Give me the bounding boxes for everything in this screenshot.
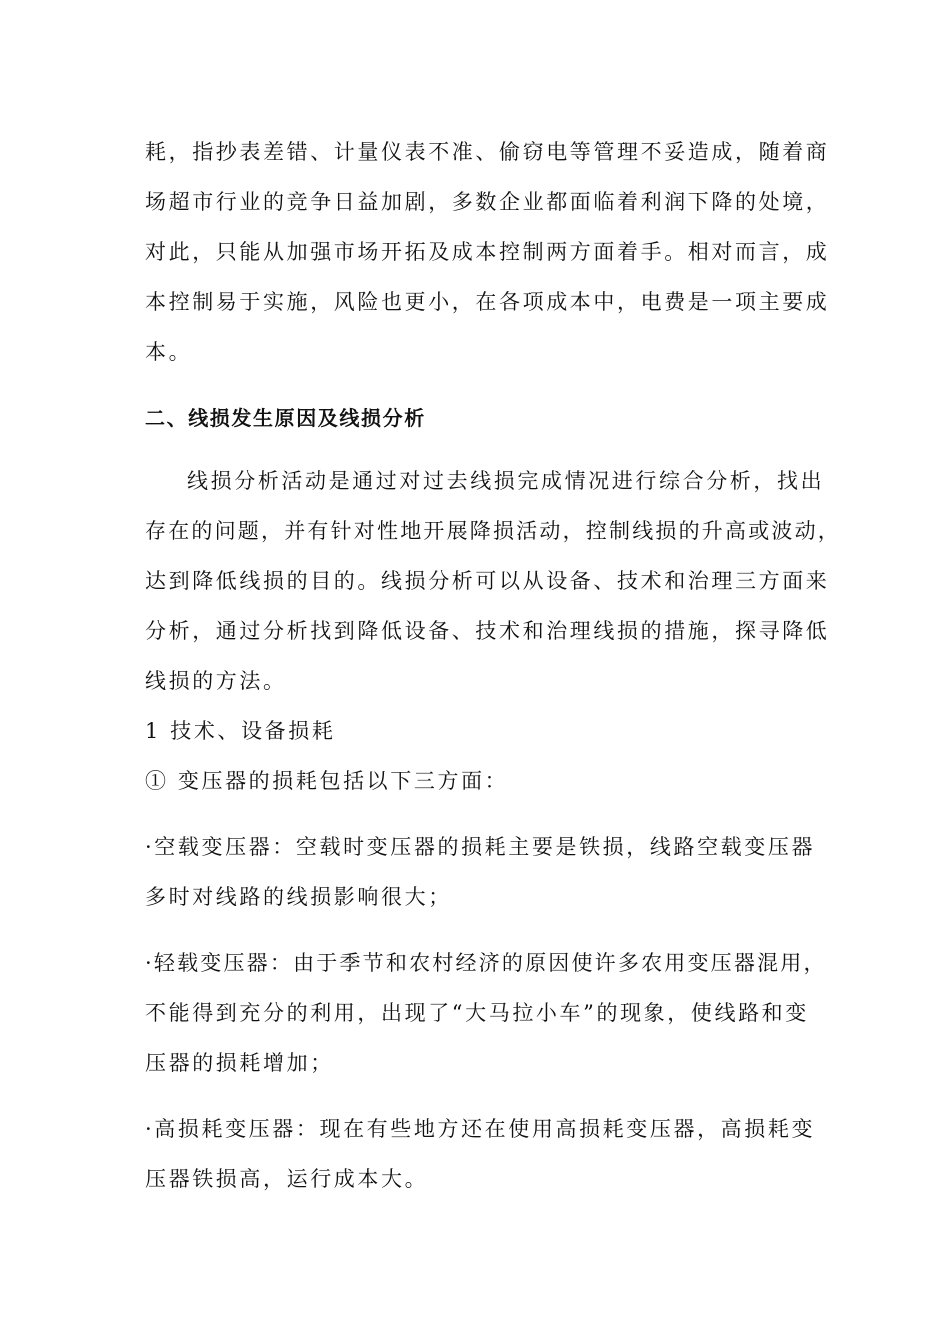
bullet-1-line-2: 多时对线路的线损影响很大； (145, 885, 452, 909)
bullet-1-line-1: ·空载变压器：空载时变压器的损耗主要是铁损，线路空载变压器 (145, 835, 816, 859)
paragraph-2-line-2: 存在的问题，并有针对性地开展降损活动，控制线损的升高或波动， (145, 519, 841, 543)
bullet-3-line-1: ·高损耗变压器：现在有些地方还在使用高损耗变压器，高损耗变 (145, 1117, 816, 1141)
paragraph-1-line-3: 对此，只能从加强市场开拓及成本控制两方面着手。相对而言，成 (145, 240, 830, 264)
bullet-2-line-2: 不能得到充分的利用，出现了“大马拉小车”的现象，使线路和变 (145, 1001, 809, 1025)
paragraph-2-line-4: 分析，通过分析找到降低设备、技术和治理线损的措施，探寻降低 (145, 619, 830, 643)
paragraph-1-line-2: 场超市行业的竞争日益加剧，多数企业都面临着利润下降的处境， (145, 190, 830, 214)
paragraph-1-line-5: 本。 (145, 340, 193, 364)
subheading-technical-equipment: 1 技术、设备损耗 (145, 719, 336, 743)
bullet-3-line-2: 压器铁损高，运行成本大。 (145, 1167, 429, 1191)
paragraph-1-line-4: 本控制易于实施，风险也更小，在各项成本中，电费是一项主要成 (145, 290, 830, 314)
paragraph-2-line-5: 线损的方法。 (145, 669, 287, 693)
section-heading: 二、线损发生原因及线损分析 (145, 406, 426, 430)
subheading-transformer-losses: ① 变压器的损耗包括以下三方面： (145, 769, 509, 793)
bullet-2-line-1: ·轻载变压器：由于季节和农村经济的原因使许多农用变压器混用， (145, 951, 827, 975)
paragraph-2-line-1: 线损分析活动是通过对过去线损完成情况进行综合分析，找出 (187, 469, 825, 493)
bullet-2-line-3: 压器的损耗增加； (145, 1051, 334, 1075)
paragraph-2-line-3: 达到降低线损的目的。线损分析可以从设备、技术和治理三方面来 (145, 569, 830, 593)
paragraph-1-line-1: 耗，指抄表差错、计量仪表不准、偷窃电等管理不妥造成，随着商 (145, 140, 830, 164)
